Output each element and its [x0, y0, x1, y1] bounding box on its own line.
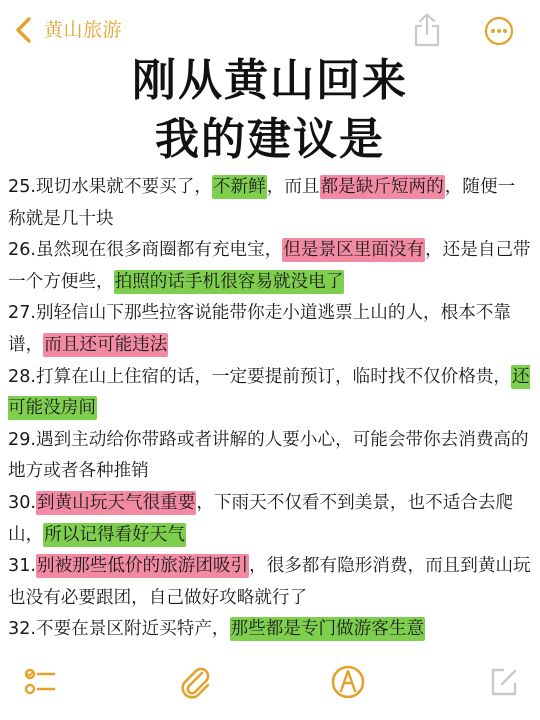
highlight-green: 拍照的话手机很容易就没电了 — [114, 271, 344, 292]
tip-item-28: 28.打算在山上住宿的话，一定要提前预订，临时找不仅价格贵，还可能没房间 — [8, 366, 530, 419]
highlight-pink: 别被那些低价的旅游团吸引 — [36, 556, 249, 577]
tip-item-26: 26.虽然现在很多商圈都有充电宝，但是景区里面没有，还是自己带一个方便些，拍照的话手机很容易就没电了 — [8, 240, 531, 292]
tip-item-27: 27.别轻信山下那些拉客说能带你走小道逃票上山的人，根本不靠谱，而且还可能违法 — [8, 303, 512, 355]
chevron-left-icon — [10, 14, 38, 46]
tip-item-30: 30.到黄山玩天气很重要，下雨天不仅看不到美景，也不适合去爬山，所以记得看好天气 — [8, 492, 514, 545]
highlight-pink: 但是景区里面没有 — [283, 240, 425, 261]
highlight-green: 不新鲜 — [212, 177, 266, 197]
back-label: 黄山旅游 — [44, 19, 123, 41]
tip-item-31: 31.别被那些低价的旅游团吸引，很多都有隐形消费，而且到黄山玩也没有必要跟团，自己做好攻略就行了 — [8, 556, 531, 608]
highlight-pink: 到黄山玩天气很重要 — [36, 492, 196, 513]
highlight-green: 还可能没房间 — [8, 366, 530, 419]
paperclip-icon[interactable] — [175, 662, 215, 702]
highlight-pink: 都是缺斤短两的 — [320, 177, 444, 197]
tip-item-32: 32.不要在景区附近买特产，那些都是专门做游客生意 — [8, 619, 425, 640]
checklist-icon[interactable] — [20, 662, 60, 702]
highlight-green: 所以记得看好天气 — [44, 524, 185, 545]
back-button[interactable] — [10, 14, 122, 46]
highlight-green: 那些都是专门做游客生意 — [230, 619, 425, 640]
share-icon[interactable] — [410, 12, 444, 48]
note-title-line-1: 刚从黄山回来 — [132, 55, 408, 106]
compose-icon[interactable] — [484, 662, 524, 702]
tip-item-29: 29.遇到主动给你带路或者讲解的人要小心，可能会带你去消费高的地方或者各种推销 — [8, 429, 529, 482]
note-body — [8, 172, 532, 646]
bottom-toolbar — [0, 650, 540, 720]
tip-item-25: 25.现切水果就不要买了，不新鲜，而且都是缺斤短两的，随便一称就是几十块 — [8, 177, 516, 229]
highlight-pink: 而且还可能违法 — [44, 334, 168, 355]
note-title-line-2: 我的建议是 — [155, 114, 385, 165]
more-icon[interactable] — [484, 16, 514, 46]
pen-icon[interactable] — [328, 662, 368, 702]
